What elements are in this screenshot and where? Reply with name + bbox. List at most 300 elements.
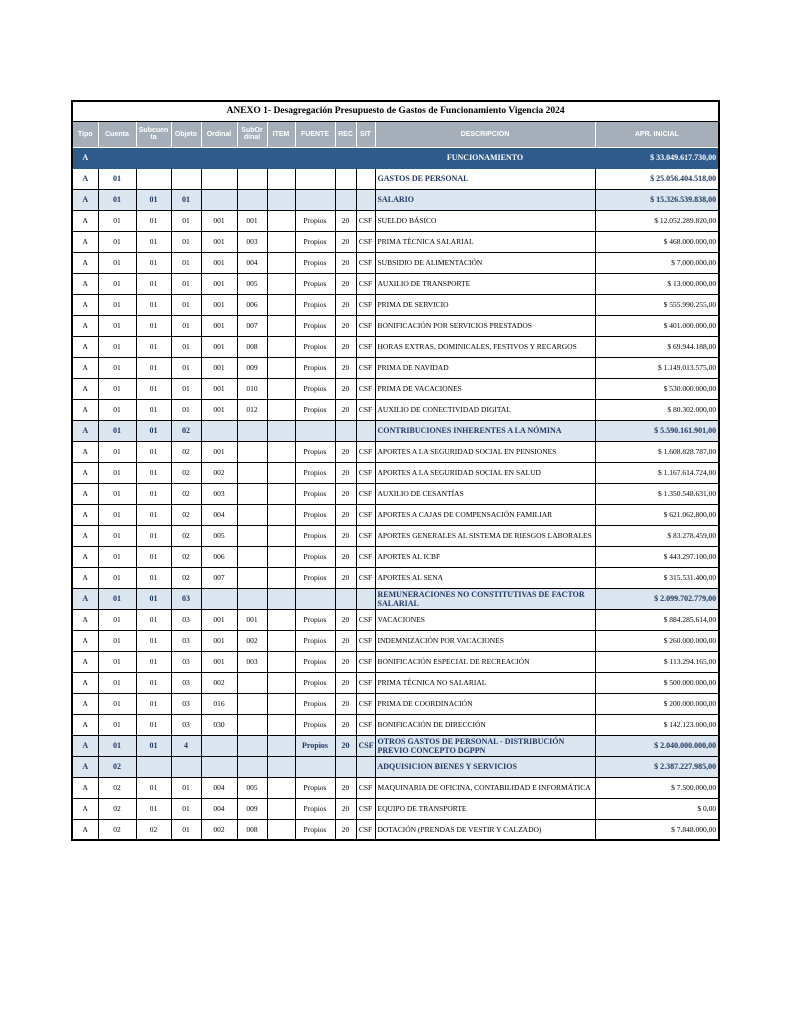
cell-ordinal: 001	[201, 441, 237, 462]
column-header-sit: SIT	[356, 121, 375, 147]
cell-cuenta: 01	[98, 189, 136, 210]
cell-tipo: A	[72, 567, 98, 588]
cell-fuente: Propios	[295, 483, 335, 504]
cell-subcuenta: 01	[136, 546, 171, 567]
cell-subordinal	[237, 693, 267, 714]
cell-ordinal: 001	[201, 294, 237, 315]
cell-cuenta: 02	[98, 777, 136, 798]
cell-subordinal	[237, 756, 267, 777]
column-header-rec: REC	[335, 121, 356, 147]
cell-cuenta: 01	[98, 210, 136, 231]
cell-sit: CSF	[356, 336, 375, 357]
cell-ordinal: 001	[201, 630, 237, 651]
cell-ordinal: 007	[201, 567, 237, 588]
cell-ordinal	[201, 168, 237, 189]
cell-cuenta: 01	[98, 336, 136, 357]
cell-item	[267, 210, 295, 231]
cell-tipo: A	[72, 252, 98, 273]
cell-subordinal	[237, 189, 267, 210]
cell-desc: OTROS GASTOS DE PERSONAL - DISTRIBUCIÓN PREVIO CONCEPTO DGPPN	[375, 735, 595, 756]
cell-desc: AUXILIO DE TRANSPORTE	[375, 273, 595, 294]
column-header-fuente: FUENTE	[295, 121, 335, 147]
cell-subordinal: 003	[237, 231, 267, 252]
cell-fuente: Propios	[295, 735, 335, 756]
cell-fuente: Propios	[295, 546, 335, 567]
cell-subcuenta: 01	[136, 504, 171, 525]
cell-apr: $ 1.149.013.575,00	[595, 357, 719, 378]
cell-item	[267, 483, 295, 504]
cell-desc: FUNCIONAMIENTO	[375, 147, 595, 168]
cell-objeto: 01	[171, 273, 201, 294]
cell-apr: $ 1.608.828.787,00	[595, 441, 719, 462]
cell-apr: $ 1.350.548.631,00	[595, 483, 719, 504]
cell-subordinal	[237, 567, 267, 588]
cell-subordinal: 008	[237, 336, 267, 357]
cell-rec: 20	[335, 735, 356, 756]
cell-sit: CSF	[356, 231, 375, 252]
cell-subcuenta: 01	[136, 672, 171, 693]
cell-subcuenta: 01	[136, 462, 171, 483]
column-header-cuenta: Cuenta	[98, 121, 136, 147]
cell-subcuenta: 01	[136, 420, 171, 441]
cell-fuente: Propios	[295, 399, 335, 420]
cell-rec: 20	[335, 378, 356, 399]
cell-subcuenta: 01	[136, 252, 171, 273]
table-title-row	[72, 101, 719, 121]
cell-subcuenta: 01	[136, 609, 171, 630]
cell-fuente: Propios	[295, 798, 335, 819]
cell-desc: BONIFICACIÓN POR SERVICIOS PRESTADOS	[375, 315, 595, 336]
cell-fuente	[295, 168, 335, 189]
table-row	[72, 735, 719, 756]
cell-cuenta: 01	[98, 525, 136, 546]
cell-apr: $ 80.302.000,00	[595, 399, 719, 420]
cell-apr: $ 69.944.188,00	[595, 336, 719, 357]
cell-subcuenta: 01	[136, 189, 171, 210]
column-header-row	[72, 121, 719, 147]
cell-apr: $ 5.590.161.901,00	[595, 420, 719, 441]
cell-subordinal	[237, 420, 267, 441]
cell-apr: $ 2.099.702.779,00	[595, 588, 719, 609]
cell-sit	[356, 189, 375, 210]
cell-subordinal	[237, 714, 267, 735]
cell-subcuenta: 01	[136, 693, 171, 714]
cell-sit: CSF	[356, 693, 375, 714]
table-row	[72, 693, 719, 714]
table-row	[72, 210, 719, 231]
table-row	[72, 252, 719, 273]
cell-subcuenta: 01	[136, 714, 171, 735]
cell-ordinal: 006	[201, 546, 237, 567]
table-row	[72, 567, 719, 588]
cell-apr: $ 15.326.539.838,00	[595, 189, 719, 210]
cell-ordinal: 016	[201, 693, 237, 714]
cell-objeto: 01	[171, 357, 201, 378]
cell-cuenta: 01	[98, 168, 136, 189]
table-row	[72, 504, 719, 525]
cell-tipo: A	[72, 483, 98, 504]
cell-tipo: A	[72, 609, 98, 630]
cell-subordinal: 012	[237, 399, 267, 420]
cell-tipo: A	[72, 168, 98, 189]
cell-rec: 20	[335, 315, 356, 336]
cell-sit: CSF	[356, 525, 375, 546]
cell-sit: CSF	[356, 399, 375, 420]
cell-apr: $ 260.000.000,00	[595, 630, 719, 651]
cell-fuente: Propios	[295, 357, 335, 378]
table-row	[72, 651, 719, 672]
table-row	[72, 294, 719, 315]
cell-desc: AUXILIO DE CONECTIVIDAD DIGITAL	[375, 399, 595, 420]
cell-tipo: A	[72, 147, 98, 168]
table-row	[72, 672, 719, 693]
cell-subcuenta: 01	[136, 231, 171, 252]
cell-desc: APORTES A LA SEGURIDAD SOCIAL EN PENSIONES	[375, 441, 595, 462]
table-row	[72, 525, 719, 546]
cell-cuenta: 02	[98, 819, 136, 840]
cell-fuente: Propios	[295, 294, 335, 315]
cell-item	[267, 294, 295, 315]
cell-subordinal: 009	[237, 798, 267, 819]
cell-objeto: 02	[171, 441, 201, 462]
cell-sit: CSF	[356, 294, 375, 315]
cell-tipo: A	[72, 504, 98, 525]
cell-cuenta: 01	[98, 609, 136, 630]
column-header-tipo: Tipo	[72, 121, 98, 147]
cell-apr: $ 555.990.255,00	[595, 294, 719, 315]
cell-tipo: A	[72, 777, 98, 798]
cell-fuente: Propios	[295, 777, 335, 798]
cell-objeto: 03	[171, 714, 201, 735]
cell-desc: BONIFICACIÓN ESPECIAL DE RECREACIÓN	[375, 651, 595, 672]
cell-sit: CSF	[356, 798, 375, 819]
cell-desc: BONIFICACIÓN DE DIRECCIÓN	[375, 714, 595, 735]
cell-subordinal: 008	[237, 819, 267, 840]
cell-objeto: 01	[171, 210, 201, 231]
cell-item	[267, 672, 295, 693]
cell-item	[267, 441, 295, 462]
cell-sit: CSF	[356, 504, 375, 525]
cell-apr: $ 621.062.800,00	[595, 504, 719, 525]
cell-cuenta: 01	[98, 567, 136, 588]
cell-objeto: 01	[171, 315, 201, 336]
cell-tipo: A	[72, 420, 98, 441]
cell-subordinal: 009	[237, 357, 267, 378]
cell-apr: $ 1.167.614.724,00	[595, 462, 719, 483]
column-header-subordinal: SubOrdinal	[237, 121, 267, 147]
cell-fuente: Propios	[295, 252, 335, 273]
cell-subordinal	[237, 441, 267, 462]
cell-subordinal	[237, 672, 267, 693]
cell-cuenta: 01	[98, 231, 136, 252]
column-header-desc: DESCRIPCION	[375, 121, 595, 147]
cell-subcuenta: 01	[136, 441, 171, 462]
cell-subordinal: 003	[237, 651, 267, 672]
cell-apr: $ 530.000.000,00	[595, 378, 719, 399]
cell-apr: $ 13.000.000,00	[595, 273, 719, 294]
cell-subcuenta: 01	[136, 483, 171, 504]
column-header-subcuenta: Subcuenta	[136, 121, 171, 147]
cell-rec	[335, 147, 356, 168]
cell-sit	[356, 756, 375, 777]
cell-ordinal: 001	[201, 273, 237, 294]
cell-fuente: Propios	[295, 672, 335, 693]
cell-ordinal: 001	[201, 357, 237, 378]
cell-item	[267, 378, 295, 399]
cell-subordinal	[237, 546, 267, 567]
cell-subordinal: 004	[237, 252, 267, 273]
cell-item	[267, 462, 295, 483]
cell-desc: DOTACIÓN (PRENDAS DE VESTIR Y CALZADO)	[375, 819, 595, 840]
cell-item	[267, 588, 295, 609]
cell-objeto: 01	[171, 189, 201, 210]
cell-rec: 20	[335, 819, 356, 840]
cell-objeto: 01	[171, 819, 201, 840]
cell-sit: CSF	[356, 273, 375, 294]
cell-subcuenta: 01	[136, 336, 171, 357]
cell-fuente: Propios	[295, 630, 335, 651]
cell-ordinal: 005	[201, 525, 237, 546]
table-row	[72, 756, 719, 777]
cell-desc: SUELDO BÁSICO	[375, 210, 595, 231]
cell-sit	[356, 420, 375, 441]
table-title: ANEXO 1- Desagregación Presupuesto de Gastos de Funcionamiento Vigencia 2024	[72, 101, 719, 121]
cell-rec: 20	[335, 210, 356, 231]
cell-cuenta	[98, 147, 136, 168]
cell-fuente: Propios	[295, 231, 335, 252]
cell-ordinal: 001	[201, 231, 237, 252]
cell-objeto: 02	[171, 462, 201, 483]
cell-tipo: A	[72, 735, 98, 756]
cell-ordinal: 001	[201, 399, 237, 420]
cell-item	[267, 315, 295, 336]
cell-sit: CSF	[356, 546, 375, 567]
cell-fuente: Propios	[295, 441, 335, 462]
cell-rec: 20	[335, 525, 356, 546]
cell-subcuenta: 01	[136, 735, 171, 756]
cell-fuente	[295, 189, 335, 210]
cell-desc: VACACIONES	[375, 609, 595, 630]
cell-fuente: Propios	[295, 567, 335, 588]
cell-desc: APORTES AL SENA	[375, 567, 595, 588]
cell-desc: PRIMA DE VACACIONES	[375, 378, 595, 399]
cell-subcuenta: 01	[136, 357, 171, 378]
cell-sit: CSF	[356, 357, 375, 378]
cell-subordinal	[237, 462, 267, 483]
cell-subcuenta: 01	[136, 294, 171, 315]
cell-objeto: 01	[171, 777, 201, 798]
cell-cuenta: 01	[98, 546, 136, 567]
cell-ordinal: 002	[201, 672, 237, 693]
cell-item	[267, 567, 295, 588]
cell-desc: HORAS EXTRAS, DOMINICALES, FESTIVOS Y RECARGOS	[375, 336, 595, 357]
cell-subordinal: 005	[237, 777, 267, 798]
cell-fuente	[295, 756, 335, 777]
cell-tipo: A	[72, 399, 98, 420]
cell-objeto: 03	[171, 588, 201, 609]
cell-cuenta: 01	[98, 651, 136, 672]
cell-ordinal: 003	[201, 483, 237, 504]
cell-subcuenta: 01	[136, 567, 171, 588]
cell-objeto: 01	[171, 399, 201, 420]
cell-objeto	[171, 147, 201, 168]
cell-rec: 20	[335, 546, 356, 567]
cell-subcuenta: 01	[136, 399, 171, 420]
cell-sit: CSF	[356, 714, 375, 735]
cell-rec: 20	[335, 483, 356, 504]
cell-sit: CSF	[356, 651, 375, 672]
cell-sit: CSF	[356, 672, 375, 693]
cell-cuenta: 01	[98, 294, 136, 315]
cell-desc: AUXILIO DE CESANTÍAS	[375, 483, 595, 504]
cell-apr: $ 83.278.459,00	[595, 525, 719, 546]
cell-subcuenta: 01	[136, 315, 171, 336]
cell-tipo: A	[72, 294, 98, 315]
cell-desc: INDEMNIZACIÓN POR VACACIONES	[375, 630, 595, 651]
cell-subcuenta: 01	[136, 798, 171, 819]
cell-cuenta: 01	[98, 378, 136, 399]
cell-ordinal: 030	[201, 714, 237, 735]
cell-subcuenta: 01	[136, 651, 171, 672]
cell-tipo: A	[72, 336, 98, 357]
cell-rec: 20	[335, 630, 356, 651]
cell-tipo: A	[72, 462, 98, 483]
cell-desc: SUBSIDIO DE ALIMENTACIÓN	[375, 252, 595, 273]
cell-rec: 20	[335, 504, 356, 525]
cell-rec: 20	[335, 399, 356, 420]
cell-cuenta: 02	[98, 756, 136, 777]
cell-subcuenta: 01	[136, 630, 171, 651]
cell-objeto: 01	[171, 294, 201, 315]
cell-desc: CONTRIBUCIONES INHERENTES A LA NÓMINA	[375, 420, 595, 441]
cell-sit: CSF	[356, 819, 375, 840]
cell-tipo: A	[72, 651, 98, 672]
cell-sit	[356, 147, 375, 168]
cell-tipo: A	[72, 693, 98, 714]
cell-desc: PRIMA DE COORDINACIÓN	[375, 693, 595, 714]
cell-item	[267, 231, 295, 252]
cell-subordinal: 005	[237, 273, 267, 294]
cell-objeto	[171, 756, 201, 777]
cell-desc: MAQUINARIA DE OFICINA, CONTABILIDAD E INFORMÁTICA	[375, 777, 595, 798]
cell-item	[267, 609, 295, 630]
cell-apr: $ 0,00	[595, 798, 719, 819]
cell-subordinal	[237, 504, 267, 525]
cell-subordinal	[237, 168, 267, 189]
cell-item	[267, 168, 295, 189]
cell-fuente: Propios	[295, 609, 335, 630]
cell-sit: CSF	[356, 630, 375, 651]
table-row	[72, 462, 719, 483]
cell-apr: $ 401.000.000,00	[595, 315, 719, 336]
cell-sit: CSF	[356, 441, 375, 462]
cell-desc: REMUNERACIONES NO CONSTITUTIVAS DE FACTOR SALARIAL	[375, 588, 595, 609]
cell-tipo: A	[72, 357, 98, 378]
cell-subordinal: 007	[237, 315, 267, 336]
cell-desc: APORTES AL ICBF	[375, 546, 595, 567]
cell-item	[267, 714, 295, 735]
cell-cuenta: 01	[98, 630, 136, 651]
cell-cuenta: 01	[98, 672, 136, 693]
cell-rec: 20	[335, 693, 356, 714]
cell-rec: 20	[335, 357, 356, 378]
cell-tipo: A	[72, 378, 98, 399]
cell-item	[267, 336, 295, 357]
cell-desc: APORTES A CAJAS DE COMPENSACIÓN FAMILIAR	[375, 504, 595, 525]
cell-fuente: Propios	[295, 378, 335, 399]
cell-tipo: A	[72, 756, 98, 777]
table-row	[72, 819, 719, 840]
cell-objeto	[171, 168, 201, 189]
cell-cuenta: 01	[98, 357, 136, 378]
cell-subcuenta: 01	[136, 378, 171, 399]
table-row	[72, 336, 719, 357]
cell-fuente: Propios	[295, 651, 335, 672]
cell-cuenta: 01	[98, 462, 136, 483]
table-row	[72, 168, 719, 189]
cell-item	[267, 651, 295, 672]
table-row	[72, 378, 719, 399]
table-row	[72, 420, 719, 441]
cell-tipo: A	[72, 630, 98, 651]
cell-ordinal: 001	[201, 315, 237, 336]
cell-desc: SALARIO	[375, 189, 595, 210]
cell-apr: $ 7.000.000,00	[595, 252, 719, 273]
cell-ordinal: 001	[201, 210, 237, 231]
cell-objeto: 01	[171, 798, 201, 819]
cell-subcuenta: 01	[136, 588, 171, 609]
cell-subordinal	[237, 483, 267, 504]
cell-apr: $ 25.056.404.518,00	[595, 168, 719, 189]
cell-subordinal	[237, 735, 267, 756]
cell-cuenta: 01	[98, 315, 136, 336]
cell-sit: CSF	[356, 252, 375, 273]
cell-subordinal: 001	[237, 210, 267, 231]
cell-ordinal	[201, 588, 237, 609]
cell-tipo: A	[72, 798, 98, 819]
cell-fuente: Propios	[295, 525, 335, 546]
cell-apr: $ 113.294.165,00	[595, 651, 719, 672]
column-header-item: ITEM	[267, 121, 295, 147]
cell-ordinal: 001	[201, 609, 237, 630]
cell-apr: $ 315.531.400,00	[595, 567, 719, 588]
cell-objeto: 03	[171, 693, 201, 714]
table-row	[72, 483, 719, 504]
cell-ordinal: 004	[201, 504, 237, 525]
cell-fuente: Propios	[295, 693, 335, 714]
cell-objeto: 03	[171, 672, 201, 693]
cell-sit: CSF	[356, 210, 375, 231]
cell-apr: $ 884.285.614,00	[595, 609, 719, 630]
column-header-ordinal: Ordinal	[201, 121, 237, 147]
cell-ordinal: 004	[201, 798, 237, 819]
cell-item	[267, 798, 295, 819]
cell-item	[267, 819, 295, 840]
cell-item	[267, 735, 295, 756]
cell-objeto: 01	[171, 336, 201, 357]
cell-item	[267, 777, 295, 798]
cell-subcuenta: 01	[136, 525, 171, 546]
cell-objeto: 01	[171, 231, 201, 252]
cell-ordinal: 002	[201, 819, 237, 840]
cell-sit: CSF	[356, 378, 375, 399]
cell-item	[267, 693, 295, 714]
cell-tipo: A	[72, 231, 98, 252]
cell-cuenta: 01	[98, 399, 136, 420]
cell-fuente: Propios	[295, 336, 335, 357]
cell-objeto: 03	[171, 609, 201, 630]
cell-cuenta: 01	[98, 504, 136, 525]
